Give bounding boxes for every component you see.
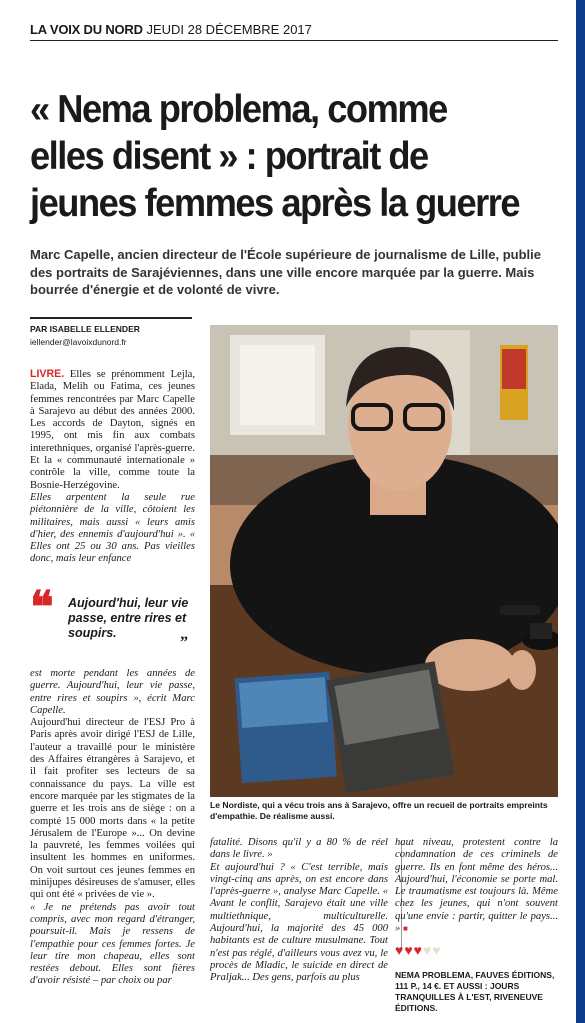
article-text-2: Elles arpentent la seule rue piétonnière de la ville, côtoient les militaires, mais aussi « leurs amis d'hier, des ennemis d'aujourd'hui ». « Elles ont 25 ou 30 ans. Pas vieilles donc, mais leur enfance <box>30 491 195 565</box>
heart-filled-icon: ♥ <box>413 944 423 959</box>
author-photo <box>210 325 558 797</box>
book-info: NEMA PROBLEMA, FAUVES ÉDITIONS, 111 P., 14 €. ET AUSSI : JOURS TRANQUILLES À L'EST, RIVENEUVE ÉDITIONS. <box>395 970 555 1013</box>
pull-quote-text: Aujourd'hui, leur vie passe, entre rires et soupirs. <box>68 596 189 640</box>
byline-rule <box>30 317 192 319</box>
quote-mark-icon: ❝ <box>30 583 54 632</box>
article-text-6: fatalité. Disons qu'il y a 80 % de réel dans le livre. » <box>210 837 388 861</box>
quote-close-icon: ” <box>180 634 188 651</box>
masthead-date: JEUDI 28 DÉCEMBRE 2017 <box>146 22 312 37</box>
headline: « Nema problema, comme elles disent » : portrait de jeunes femmes après la guerre <box>30 88 520 225</box>
photo-illustration <box>210 325 558 797</box>
article-text-5: « Je ne prétends pas avoir tout compris, avec mon regard d'étranger, poursuit-il. Mais je ressens de l'empathie pour ces femmes fortes. Je leur tire mon chapeau, elles sont restées debout. Elles sont fières d'avoir résisté – par choix ou par <box>30 901 195 987</box>
article-text-3: est morte pendant les années de guerre. Aujourd'hui, leur vie passe, entre rires et soupirs », écrit Marc Capelle. <box>30 668 195 716</box>
article-text-7: Et aujourd'hui ? « C'est terrible, mais vingt-cinq ans après, on est encore dans l'après-guerre », analyse Marc Capelle. « Avant le conflit, Sarajevo était une ville multiethnique, multiculturelle. Aujourd'hui, la majorité des 45 000 habitants est de culture musulmane. Tout n'est pas réglé, d'ailleurs vous avez vu, le procès de Mladic, le suicide en direct de Praljak... Des gens, parfois au plus <box>210 861 388 984</box>
masthead-rule <box>30 40 558 41</box>
masthead-paper: LA VOIX DU NORD <box>30 22 143 37</box>
article-text-4: Aujourd'hui directeur de l'ESJ Pro à Paris après avoir dirigé l'ESJ de Lille, l'auteur a travaillé pour le ministère des Affaires étrangères à Sarajevo, et il fait profiter ses lecteurs de sa connaissance du pays. La ville est encore marquée par les stigmates de la guerre et les trois ans de siège : on a compté 15 000 morts dans « la petite Jérusalem de l'Europe »... On devine la pauvreté, les femmes voilées qui insultent les hommes en uniformes. On voit surtout ces jeunes femmes en minijupes désireuses de s'amuser, elles qui ont été « privées de vie ». <box>30 717 195 901</box>
masthead <box>30 22 312 37</box>
article-column-1-bottom <box>30 668 195 988</box>
byline-author: PAR ISABELLE ELLENDER <box>30 324 140 334</box>
article-kicker: LIVRE. <box>30 368 65 380</box>
heart-filled-icon: ♥ <box>395 944 405 959</box>
rating-hearts <box>395 944 442 960</box>
edge-rail <box>576 0 585 1023</box>
article-column-2 <box>210 837 388 985</box>
article-column-1-top <box>30 368 195 566</box>
article-column-3 <box>395 837 558 935</box>
photo-caption: Le Nordiste, qui a vécu trois ans à Sarajevo, offre un recueil de portraits empreints d'empathie. De réalisme aussi. <box>210 800 548 821</box>
heart-empty-icon: ♥ <box>432 944 442 959</box>
end-mark-icon: ■ <box>402 924 408 934</box>
article-text-8: haut niveau, protestent contre la condamnation de ces criminels de guerre. Ils en font même des héros... Aujourd'hui, l'économie se porte mal. Le traumatisme est toujours là. Même chez les jeunes, qui n'ont souvent qu'une envie : partir, quitter le pays... » <box>395 837 558 935</box>
heart-empty-icon: ♥ <box>422 944 433 959</box>
byline-email: iellender@lavoixdunord.fr <box>30 337 127 347</box>
intro: Marc Capelle, ancien directeur de l'École supérieure de journalisme de Lille, publie des portraits de Sarajéviennes, dans une ville encore marquée par la guerre. Mais bourrée d'énergie et de volonté de vivre. <box>30 247 541 297</box>
heart-filled-icon: ♥ <box>404 944 414 959</box>
article-text-1: Elles se prénomment Lejla, Elada, Melih ou Fatima, ces jeunes femmes rencontrées par Marc Capelle à Sarajevo au début des années 2000. Les accords de Dayton, signés en 1995, ont mis fin aux combats interethniques, organisé l'après-guerre. Et la « communauté internationale » contrôle la ville, comme toute la Bosnie-Herzégovine. <box>30 369 195 491</box>
